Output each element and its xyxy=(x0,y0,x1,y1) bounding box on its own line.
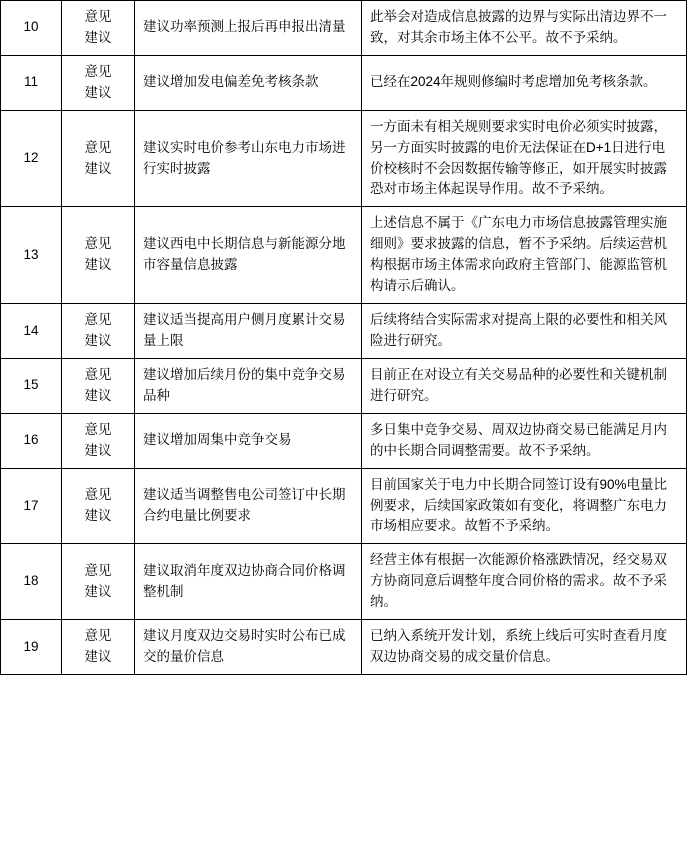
row-reply xyxy=(362,358,687,413)
row-suggestion-text: 建议月度双边交易时实时公布已成交的量价信息 xyxy=(143,628,346,665)
row-reply-text: 经营主体有根据一次能源价格涨跌情况，经交易双方协商同意后调整年度合同价格的需求。故不予采纳。 xyxy=(370,552,667,610)
row-type-line1: 意见 xyxy=(84,312,112,328)
row-type-line1: 意见 xyxy=(84,139,112,155)
row-type-line2: 建议 xyxy=(84,84,112,100)
row-type-line2: 建议 xyxy=(84,507,112,523)
row-suggestion xyxy=(135,207,362,304)
row-reply xyxy=(362,1,687,56)
row-suggestion xyxy=(135,413,362,468)
table-row xyxy=(1,207,687,304)
row-index-text: 15 xyxy=(23,377,39,393)
row-type xyxy=(62,304,135,359)
table-body xyxy=(1,1,687,675)
row-type-line2: 建议 xyxy=(84,29,112,45)
row-type-line2: 建议 xyxy=(84,160,112,176)
row-reply xyxy=(362,207,687,304)
row-index xyxy=(1,55,62,110)
table-row xyxy=(1,468,687,544)
row-index-text: 18 xyxy=(23,573,39,589)
row-suggestion-text: 建议增加周集中竞争交易 xyxy=(143,432,292,448)
row-index xyxy=(1,358,62,413)
row-suggestion xyxy=(135,1,362,56)
row-suggestion-text: 建议增加发电偏差免考核条款 xyxy=(143,74,319,90)
row-type-line1: 意见 xyxy=(84,487,112,503)
row-suggestion xyxy=(135,358,362,413)
row-type-line2: 建议 xyxy=(84,332,112,348)
row-index xyxy=(1,304,62,359)
row-reply xyxy=(362,544,687,620)
row-type xyxy=(62,55,135,110)
row-reply xyxy=(362,620,687,675)
row-suggestion-text: 建议增加后续月份的集中竞争交易品种 xyxy=(143,366,346,403)
row-type-line2: 建议 xyxy=(84,649,112,665)
row-suggestion xyxy=(135,544,362,620)
row-index xyxy=(1,620,62,675)
row-type xyxy=(62,207,135,304)
row-type xyxy=(62,110,135,207)
row-type-line2: 建议 xyxy=(84,583,112,599)
row-index-text: 10 xyxy=(23,19,39,35)
table-row xyxy=(1,110,687,207)
row-index xyxy=(1,413,62,468)
row-type xyxy=(62,468,135,544)
row-index xyxy=(1,110,62,207)
row-suggestion-text: 建议取消年度双边协商合同价格调整机制 xyxy=(143,562,346,599)
row-type-line2: 建议 xyxy=(84,257,112,273)
row-type xyxy=(62,544,135,620)
row-reply-text: 多日集中竞争交易、周双边协商交易已能满足月内的中长期合同调整需要。故不予采纳。 xyxy=(370,421,667,458)
row-reply-text: 目前国家关于电力中长期合同签订设有90%电量比例要求，后续国家政策如有变化，将调整广东电力市场相应要求。故暂不予采纳。 xyxy=(370,476,668,534)
row-reply xyxy=(362,413,687,468)
row-suggestion-text: 建议实时电价参考山东电力市场进行实时披露 xyxy=(143,139,346,176)
row-reply xyxy=(362,110,687,207)
table-row xyxy=(1,55,687,110)
row-index-text: 19 xyxy=(23,638,39,654)
row-type-line1: 意见 xyxy=(84,236,112,252)
row-type-line1: 意见 xyxy=(84,421,112,437)
row-type-line1: 意见 xyxy=(84,9,112,24)
row-suggestion xyxy=(135,110,362,207)
row-type xyxy=(62,413,135,468)
row-suggestion xyxy=(135,468,362,544)
row-index-text: 13 xyxy=(23,246,39,262)
row-suggestion-text: 建议西电中长期信息与新能源分地市容量信息披露 xyxy=(143,236,346,273)
row-reply-text: 已纳入系统开发计划，系统上线后可实时查看月度双边协商交易的成交量价信息。 xyxy=(370,628,667,665)
row-reply xyxy=(362,304,687,359)
row-suggestion xyxy=(135,620,362,675)
row-suggestion-text: 建议适当提高用户侧月度累计交易量上限 xyxy=(143,312,346,348)
row-index xyxy=(1,1,62,56)
row-reply-text: 目前正在对设立有关交易品种的必要性和关键机制进行研究。 xyxy=(370,366,667,403)
row-type-line2: 建议 xyxy=(84,387,112,403)
table-row xyxy=(1,544,687,620)
row-type-line1: 意见 xyxy=(84,366,112,382)
row-index-text: 11 xyxy=(23,74,38,90)
table-row xyxy=(1,620,687,675)
row-type xyxy=(62,1,135,56)
table-row xyxy=(1,304,687,359)
row-index xyxy=(1,468,62,544)
row-reply-text: 后续将结合实际需求对提高上限的必要性和相关风险进行研究。 xyxy=(370,312,667,348)
row-type-line1: 意见 xyxy=(84,63,112,79)
row-reply xyxy=(362,55,687,110)
row-type-line1: 意见 xyxy=(84,628,112,644)
row-index-text: 12 xyxy=(23,150,39,166)
row-suggestion-text: 建议功率预测上报后再申报出清量 xyxy=(143,19,346,35)
row-type-line1: 意见 xyxy=(84,562,112,578)
row-suggestion xyxy=(135,55,362,110)
row-suggestion xyxy=(135,304,362,359)
row-reply-text: 已经在2024年规则修编时考虑增加免考核条款。 xyxy=(370,74,657,90)
row-reply-text: 上述信息不属于《广东电力市场信息披露管理实施细则》要求披露的信息，暂不予采纳。后续运营机构根据市场主体需求向政府主管部门、能源监管机构请示后确认。 xyxy=(370,215,667,294)
row-type xyxy=(62,620,135,675)
row-index-text: 14 xyxy=(23,322,39,338)
table-row xyxy=(1,1,687,56)
row-index-text: 17 xyxy=(23,497,39,513)
row-reply-text: 一方面未有相关规则要求实时电价必须实时披露，另一方面实时披露的电价无法保证在D+1日进行电价校核时不会因数据传输等修正，如开展实时披露恐对市场主体起误导作用。故不予采纳。 xyxy=(370,118,667,197)
table-row xyxy=(1,413,687,468)
row-reply xyxy=(362,468,687,544)
row-type-line2: 建议 xyxy=(84,442,112,458)
row-reply-text: 此举会对造成信息披露的边界与实际出清边界不一致，对其余市场主体不公平。故不予采纳。 xyxy=(370,9,667,45)
row-suggestion-text: 建议适当调整售电公司签订中长期合约电量比例要求 xyxy=(143,487,346,523)
table-row xyxy=(1,358,687,413)
row-type xyxy=(62,358,135,413)
row-index-text: 16 xyxy=(23,432,39,448)
row-index xyxy=(1,207,62,304)
row-index xyxy=(1,544,62,620)
